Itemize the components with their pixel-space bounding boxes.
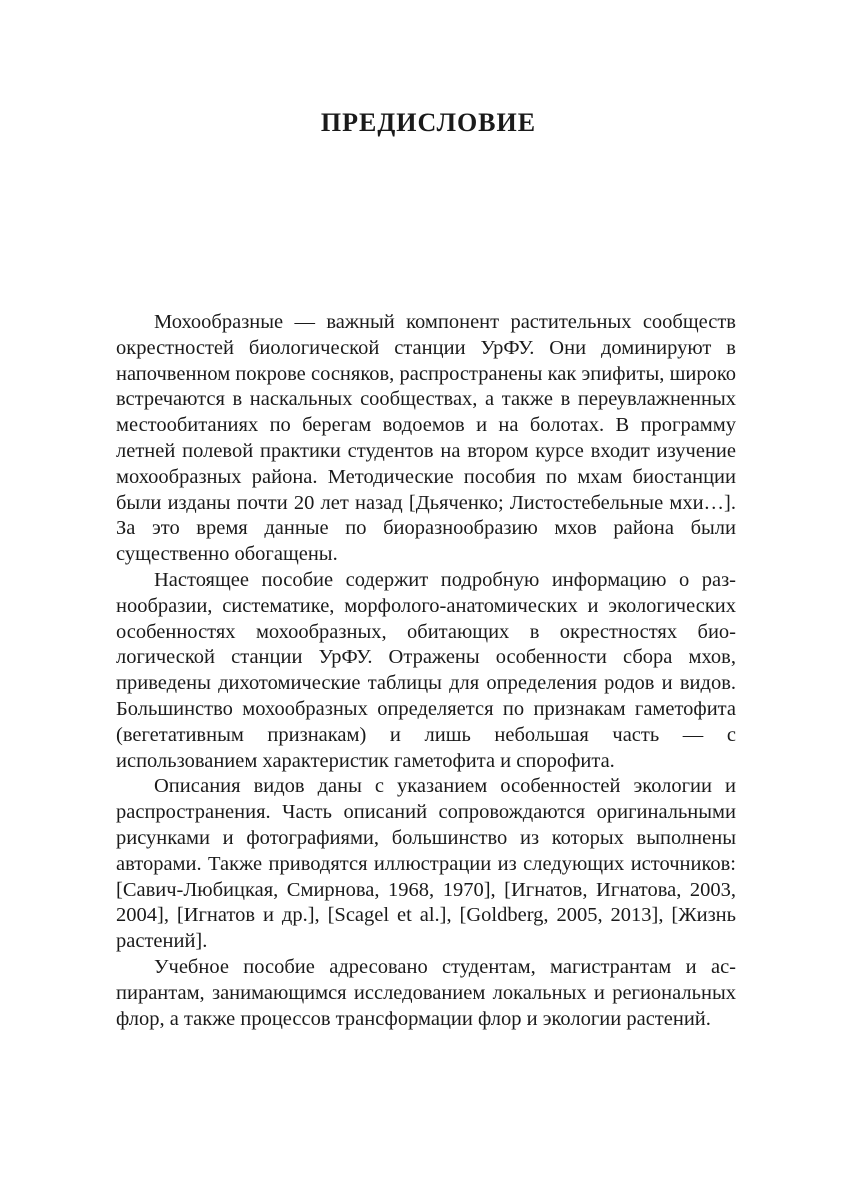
paragraph-1: Мохообразные — важный компонент растительных сообществ окрестностей биологической станции УрФУ. Они доминируют в напочвенном покрове сосняков, распространены как эпифиты, широко встречаются в наскальных сообществах, а также в переувлажненных местообитаниях по берегам водоемов и на болотах. В программу летней полевой практики студентов на втором курсе входит изучение мохообразных района. Методические пособия по мхам биостанции были изданы почти 20 лет назад [Дьяченко; Листостебельные мхи…]. За это время данные по биоразнообразию мхов района были существенно обогащены. bbox=[116, 311, 736, 566]
page-title: ПРЕДИСЛОВИЕ bbox=[320, 108, 537, 137]
body-text bbox=[116, 310, 736, 1032]
paragraph-4: Учебное пособие адресовано студентам, магистрантам и аспирантам, занимающимся исследованием локальных и региональных флор, а также процессов трансформации флор и экологии растений. bbox=[116, 955, 736, 1030]
paragraph-2: Настоящее пособие содержит подробную информацию о разнообразии, систематике, морфолого-анатомических и экологических особенностях мохообразных, обитающих в окрестностях биологической станции УрФУ. Отражены особенности сбора мхов, приведены дихотомические таблицы для определения родов и видов. Большинство мохообразных определяется по признакам гаметофита (вегетативным признакам) и лишь небольшая часть — с использованием характеристик гаметофита и спорофита. bbox=[116, 568, 736, 772]
paragraph-3: Описания видов даны с указанием особенностей экологии и распространения. Часть описаний сопровождаются оригинальными рисунками и фотографиями, большинство из которых выполнены авторами. Также приводятся иллюстрации из следующих источников: [Савич-Любицкая, Смирнова, 1968, 1970], [Игнатов, Игнатова, 2003, 2004], [Игнатов и др.], [Scagel et al.], [Goldberg, 2005, 2013], [Жизнь растений]. bbox=[116, 775, 736, 953]
